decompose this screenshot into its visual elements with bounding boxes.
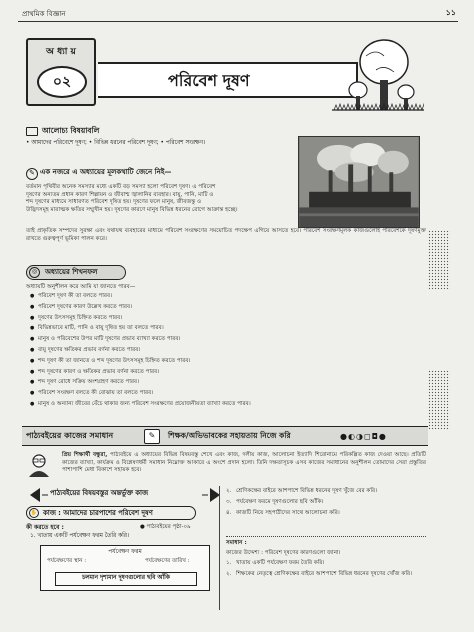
step-number: ২. xyxy=(226,488,232,494)
form-drawing-box: চলমান দৃশ্যমান দূষণগুলোর ছবি আঁকি xyxy=(55,572,197,586)
edit-icon: ✎ xyxy=(144,429,160,444)
textbook-page-ref: ● পাঠ্যবইয়ের পৃষ্ঠা-০৯ xyxy=(140,524,191,530)
summary-line: দূষণের অন্যতম প্রধান কারণ শিল্পায়ন ও জীবাশ্ম জ্বালানির ব্যবহার। বায়ু, পানি, মাটি ও xyxy=(26,191,214,198)
chapter-number: ০২ xyxy=(37,66,87,98)
topics-heading: আলোচ্য বিষয়াবলি xyxy=(42,126,100,135)
outcome-item: ● মানুষ ও পরিবেশের উপর মাটি দূষণের প্রভাব ব্যাখ্যা করতে পারব। xyxy=(30,336,420,347)
learning-heading: অধ্যায়ের শিখনফল xyxy=(45,268,98,276)
outcome-item: ● পরিবেশ দূষণ কী তা বলতে পারব। xyxy=(30,293,420,304)
chapter-label: অ ধ্যা য় xyxy=(46,47,76,57)
work-badge xyxy=(26,506,196,520)
guide-body: পাঠ্যবইয়ে এ অধ্যায়ের বিভিন্ন বিষয়বস্তু শেখে এবং কাজ, দলীয় কাজ, আলোচনা ইত্যাদি শিরোনামে পরিকল্পিত কাজ দেওয়া আছে। প্রতিটি কাজের ব্যাখ্যা, কার্যক্রম ও বিশ্লেষণধর্মী সমাধান নিম্নোক্ত আকারে এ অংশে প্রদান হলো। তিনি দক্ষতাসূচক এসব কাজের সমাধানের অনুশীলন তোমাদের সেরা প্রস্তুতির পাশাপাশি মেধা বিকাশে সহায়ক হবে। xyxy=(62,452,426,474)
solution-title: সমাধান : xyxy=(226,540,247,546)
book-icon xyxy=(26,127,38,136)
step-number: ৩. xyxy=(226,499,232,506)
textbook-tasks-band xyxy=(22,426,428,446)
student-guide-text xyxy=(62,452,426,475)
hand-icon: ✋ xyxy=(29,508,39,518)
learning-outcomes-badge xyxy=(26,265,126,280)
outcome-item: ● দূষণের উৎসসমূহ চিহ্নিত করতে পারব। xyxy=(30,315,420,326)
tasks-ribbon-label: পাঠ্যবইয়ের বিষয়বস্তুর অন্তর্ভুক্ত কাজ xyxy=(50,489,149,497)
summary-line: বর্তমান পৃথিবীর অনেক সমস্যার মধ্যে একটি বড় সমস্যা হলো পরিবেশ দূষণ। এ পরিবেশ xyxy=(26,184,216,190)
solution-steps-list xyxy=(226,560,426,581)
outcome-item: ● শব্দ দূষণ রোধে সক্রিয় অংশগ্রহণ করতে পারব। xyxy=(30,379,420,390)
margin-dot-pattern xyxy=(428,370,450,430)
step-text: শ্রেণিকক্ষের বাইরে আশপাশে বিভিন্ন ধরনের দূষণ খুঁজে বের করি। xyxy=(236,488,378,494)
solution-goal: কাজের উদ্দেশ্য : পরিবেশ দূষণের কারণগুলো জানা। xyxy=(226,550,341,556)
column-divider xyxy=(219,486,220,610)
outcome-item: ● শব্দ দূষণ কী তা জানতে ও শব্দ দূষণের উৎসসমূহ চিহ্নিত করতে পারব। xyxy=(30,358,420,369)
chapter-title-banner xyxy=(98,62,358,98)
form-title: পর্যবেক্ষণ ফরম xyxy=(108,549,142,555)
task-steps-list xyxy=(226,488,426,521)
form-place-field: পর্যবেক্ষণের স্থান : xyxy=(47,558,87,564)
outcome-item: ● শব্দ দূষণের কারণ ও ক্ষতিকর প্রভাব বর্ণনা করতে পারব। xyxy=(30,369,420,380)
form-date-field: পর্যবেক্ষণের তারিখ : xyxy=(145,558,190,564)
chapter-summary xyxy=(26,184,296,214)
margin-dot-pattern xyxy=(428,230,450,290)
task-step xyxy=(226,488,426,496)
header-subject: প্রাথমিক বিজ্ঞান xyxy=(22,10,66,18)
learning-intro: অধ্যায়টি অনুশীলন করে আমি যা জানতে পারব— xyxy=(26,284,136,290)
target-icon: ◎ xyxy=(29,267,40,278)
task-step xyxy=(226,499,426,507)
summary-line: উদ্ভিদসমূহ মারাত্মক ক্ষতির সম্মুখীন হয়। দূষণের কারণে মানুষ বিভিন্ন ধরনের রোগে আক্রান্ত হচ্ছে। xyxy=(26,206,238,213)
outcome-item: ● পরিবেশ সংরক্ষণ বলতে কী বোঝায় তা বলতে পারব। xyxy=(30,390,420,401)
chapter-badge xyxy=(26,38,96,106)
step-number: ১. xyxy=(226,560,232,566)
student-icon xyxy=(26,452,52,478)
topics-list: • আমাদের পরিবেশে দূষণ; • বিভিন্ন ধরনের পরিবেশ দূষণ; • পরিবেশ সংরক্ষণ। xyxy=(26,140,206,146)
step-text: খাতায় একটি পর্যবেক্ষণ ফরম তৈরি করি। xyxy=(236,560,325,566)
step-number: ৪. xyxy=(226,510,232,517)
summary-line: শব্দ দূষণের মাধ্যমে সাধারণত পরিবেশ দূষিত হয়। দূষণের ফলে মানুষ, জীবজন্তু ও xyxy=(26,199,202,206)
outcome-item: ● পরিবেশ দূষণের কারণ উল্লেখ করতে পারব। xyxy=(30,304,420,315)
shape-legend: ●◐◑◻◘● xyxy=(340,432,387,441)
what-to-do-label: কী করতে হবে : xyxy=(26,524,64,531)
learning-outcomes-list xyxy=(30,293,420,412)
task-step xyxy=(226,510,426,518)
solution-divider xyxy=(226,536,426,537)
solution-step xyxy=(226,560,426,568)
outcome-item: ● বিভিন্নভাবে মাটি, পানি ও বায়ু দূষিত হয় তা বলতে পারব। xyxy=(30,325,420,336)
outcome-item: ● বায়ু দূষণের ক্ষতিকর প্রভাব বর্ণনা করতে পারব। xyxy=(30,347,420,358)
outcome-item: ● মানুষ ও অন্যান্য জীবের বেঁচে থাকার জন্য পরিবেশ সংরক্ষণের প্রয়োজনীয়তা ব্যাখ্যা করতে পারব। xyxy=(30,401,420,412)
task-step: ১. খাতায় একটি পর্যবেক্ষণ ফরম তৈরি করি। xyxy=(30,533,130,539)
step-text: শিক্ষকের নেতৃত্বে শ্রেণিকক্ষের বাইরে আশপাশে বিভিন্ন ধরনের দূষণের খোঁজ করি। xyxy=(236,570,413,577)
observation-form xyxy=(40,545,210,591)
step-number: ২. xyxy=(226,570,232,577)
chapter-title: পরিবেশ দূষণ xyxy=(168,71,250,90)
step-text: কাজটি নিয়ে সহপাঠীদের সাথে আলোচনা করি। xyxy=(236,510,340,517)
step-text: পর্যবেক্ষণ ফরমে দূষণগুলোর ছবি আঁকি। xyxy=(236,499,324,506)
pencil-icon: ✎ xyxy=(26,168,38,180)
guide-greeting: প্রিয় শিক্ষার্থী বন্ধুরা, xyxy=(62,452,108,458)
header-divider xyxy=(18,21,458,22)
glance-heading: এক নজরে এ অধ্যায়ের মূলকথাটি জেনে নিই— xyxy=(40,168,172,176)
tree-illustration xyxy=(332,36,424,122)
factory-pollution-photo xyxy=(298,136,420,228)
self-practice-label: শিক্ষক/অভিভাবকের সহায়তায় নিজে করি xyxy=(168,431,291,440)
solution-step xyxy=(226,571,426,579)
summary-continuation: তাই প্রাকৃতিক সম্পদের সুরক্ষা এবং যথাযথ ব্যবহারের মাধ্যমে পরিবেশ সংরক্ষণের সময়োচিত পদক্ষেপ এগিয়ে আসতে হবে। পরিবেশ সংরক্ষণমূলক কাজগুলোই পরিবেশকে দূষণমুক্ত রাখতে গুরুত্বপূর্ণ ভূমিকা পালন করে। xyxy=(26,228,426,242)
page-number: ১১ xyxy=(445,8,456,17)
textbook-solutions-label: পাঠ্যবইয়ের কাজের সমাধান xyxy=(26,431,114,440)
work-label: কাজ : আমাদের চারপাশের পরিবেশ দূষণ xyxy=(43,509,153,517)
